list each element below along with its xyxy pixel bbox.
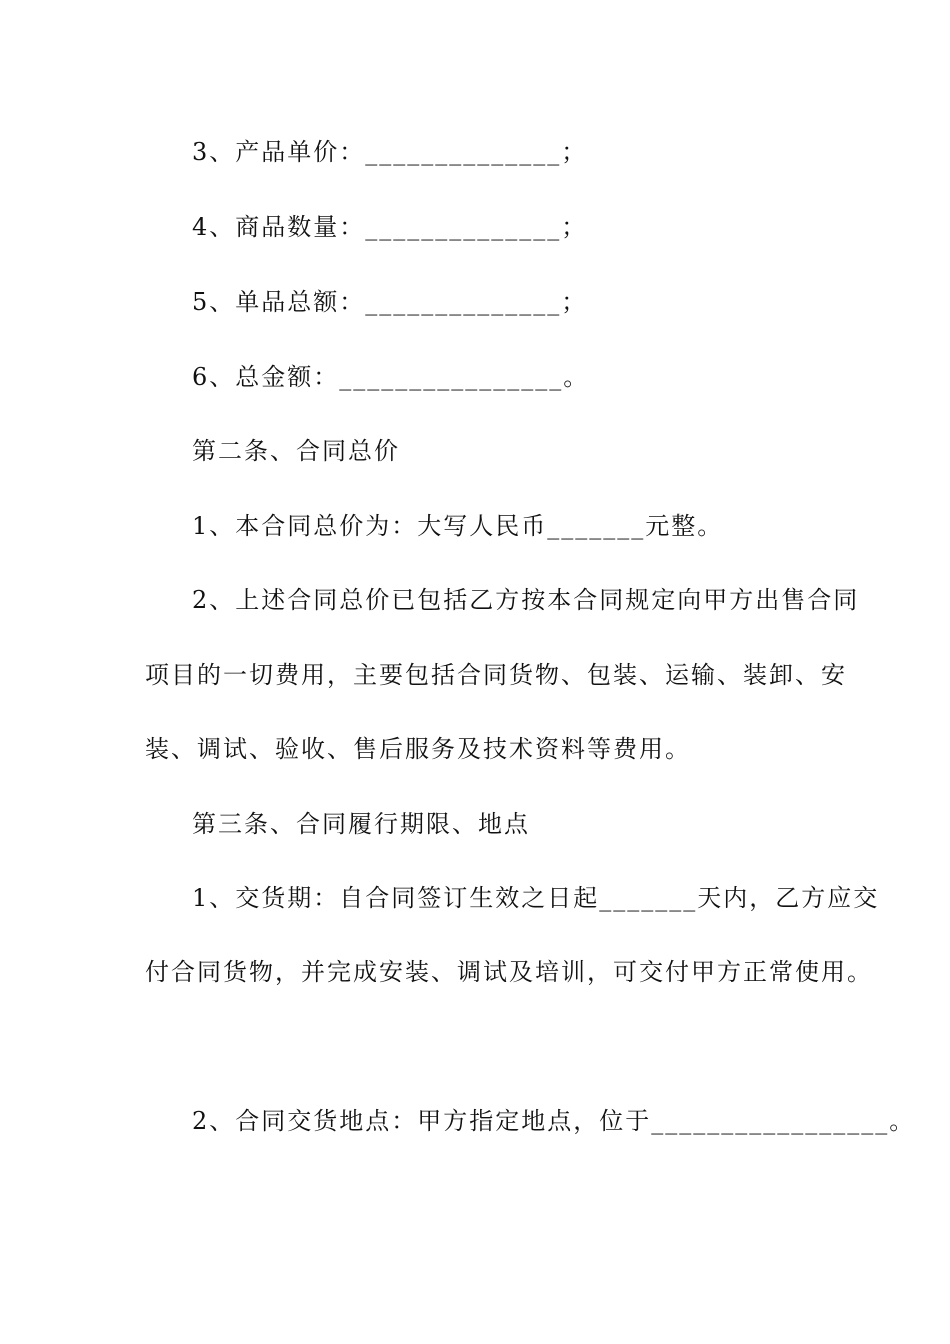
paragraph-price-includes-line-3: 装、调试、验收、售后服务及技术资料等费用。 <box>145 735 691 763</box>
paragraph-delivery-location: 2、合同交货地点：甲方指定地点，位于_________________。 <box>192 1107 916 1135</box>
item-single-total: 5、单品总额：______________； <box>192 288 588 316</box>
item-product-quantity: 4、商品数量：______________； <box>192 213 588 241</box>
paragraph-total-price: 1、本合同总价为：大写人民币_______元整。 <box>192 512 724 540</box>
item-total-amount: 6、总金额：________________。 <box>192 363 590 391</box>
paragraph-delivery-period-line-2: 付合同货物，并完成安装、调试及培训，可交付甲方正常使用。 <box>145 958 873 986</box>
paragraph-delivery-period-line-1: 1、交货期：自合同签订生效之日起_______天内，乙方应交 <box>192 884 880 912</box>
item-product-unit-price: 3、产品单价：______________； <box>192 138 588 166</box>
paragraph-price-includes-line-2: 项目的一切费用，主要包括合同货物、包装、运输、装卸、安 <box>145 661 847 689</box>
paragraph-price-includes-line-1: 2、上述合同总价已包括乙方按本合同规定向甲方出售合同 <box>192 586 860 614</box>
section-heading-article-3: 第三条、合同履行期限、地点 <box>192 810 530 838</box>
section-heading-article-2: 第二条、合同总价 <box>192 437 400 465</box>
